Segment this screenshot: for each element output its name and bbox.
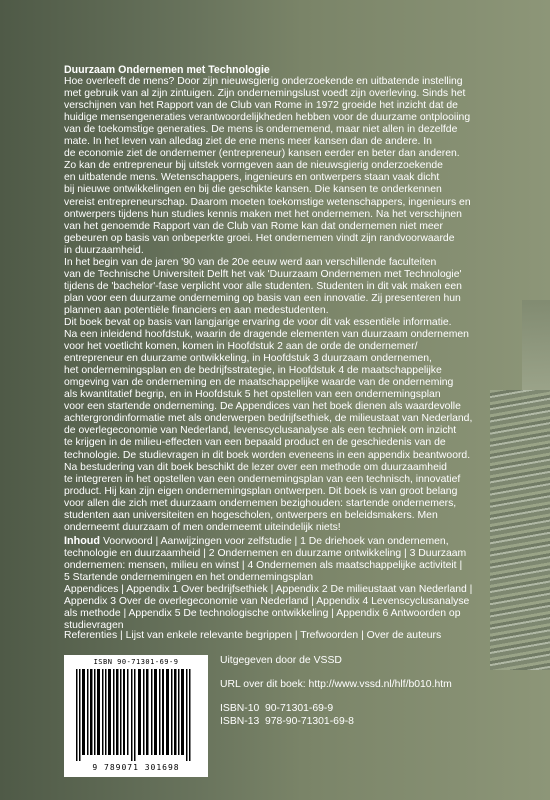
barcode-digits: 9 789071 301698 [92,763,180,772]
barcode-isbn-label: ISBN 90-71301-69-9 [93,658,179,666]
isbn-list [220,702,452,728]
publication-info [220,654,452,728]
description-paragraph: Hoe overleeft de mens? Door zijn nieuwsgierig onderzoekende en uitbatende instelling met gebruik van al zijn zintuigen. Zijn ondernemingslust voedt zijn overleving. Sinds het verschijnen van het Rapport van de Club van Rome in 1972 groeide het inzicht dat de huidige mensengeneraties verantwoordelijkheden hebben voor de duurzame ontplooiing van de toekomstige generaties. De mens is ondernemend, maar niet allen in dezelfde mate. In het leven van alledag ziet de ene mens meer kansen dan de andere. In de economie ziet de ondernemer (entrepreneur) kansen eerder en beter dan anderen. Zo kan de entrepreneur bij uitstek vormgeven aan de nieuwsgierig onderzoekende en uitbatende mens. Wetenschappers, ingenieurs en ontwerpers staan vaak dicht bij nieuwe ontwikkelingen en bij die geschikte kansen. Die kansen te onderkennen vereist entrepreneurschap. Daarom moeten toekomstige wetenschappers, ingenieurs en ontwerpers tijdens hun studies kennis maken met het ondernemen. Na het verschijnen van het genoemde Rapport van de Club van Rome kan dat ondernemen niet meer gebeuren op basis van onbeperkte groei. Het ondernemen vindt zijn randvoorwaarde in duurzaamheid. [64,76,471,256]
isbn-barcode [64,655,208,777]
isbn-row [220,702,452,715]
publisher-line: Uitgegeven door de VSSD [220,655,342,666]
description-paragraph: In het begin van de jaren '90 van de 20e eeuw werd aan verschillende faculteiten van de Technische Universiteit Delft het vak 'Duurzaam Ondernemen met Technologie' tijdens de 'bachelor'-fase verplicht voor alle studenten. Studenten in dit vak maken een plan voor een duurzame onderneming op basis van een innovatie. Zij presenteren hun plannen aan potentiële financiers en aan medestudenten. [64,256,462,316]
isbn-row [220,715,452,728]
barcode-bars [76,669,196,761]
book-title: Duurzaam Ondernemen met Technologie [64,64,270,76]
description-paragraph: Dit boek bevat op basis van langjarige ervaring de voor dit vak essentiële informatie. Na een inleidend hoofdstuk, waarin de dragende elementen van duurzaam ondernemen voor het voetlicht komen, komen in Hoofdstuk 2 aan de orde de ondernemer/ entrepreneur en duurzame ontwikkeling, in Hoofdstuk 3 duurzaam ondernemen, het ondernemingsplan en de bedrijfsstrategie, in Hoofdstuk 4 de maatschappelijke omgeving van de onderneming en de maatschappelijke waarde van de onderneming als kwantitatief begrip, en in Hoofdstuk 5 het opstellen van een ondernemingsplan voor een startende onderneming. De Appendices van het boek dienen als waardevolle achtergrondinformatie met als onderwerpen bedrijfsethiek, de milieustaat van Nederland, de overlegeconomie van Nederland, levenscyclusanalyse als een techniek om inzicht te krijgen in de milieu-effecten van een bepaald product en de geschiedenis van de technologie. De studievragen in dit boek worden eveneens in een appendix beantwoord. [64,316,473,461]
description-paragraph: Na bestudering van dit boek beschikt de lezer over een methode om duurzaamheid te integreren in het opstellen van een ondernemingsplan van een technisch, innovatief product. Hij kan zijn eigen ondernemingsplan ontwerpen. Dit boek is van groot belang voor allen die zich met duurzaam ondernemen bezighouden: startende ondernemers, studenten aan universiteiten en hogescholen, ontwerpers en beleidsmakers. Men onderneemt duurzaam of men onderneemt uiteindelijk niets! [64,461,461,533]
contents-text: Voorwoord | Aanwijzingen voor zelfstudie | 1 De driehoek van ondernemen, technologie en duurzaamheid | 2 Ondernemen en duurzame ontwikkeling | 3 Duurzaam ondernemen: mensen, milieu en winst | 4 Ondernemen als maatschappelijke activiteit | 5 Startende ondernemingen en het ondernemingsplan Appendices | Appendix 1 Over bedrijfsethiek | Appendix 2 De milieustaat van Nederland | Appendix 3 Over de overlegeconomie van Nederland | Appendix 4 Levenscyclusanalyse als methode | Appendix 5 De technologische ontwikkeling | Appendix 6 Antwoorden op studievragen [64,536,473,632]
contents-label: Inhoud [64,535,100,547]
url-line: URL over dit boek: http://www.vssd.nl/hlf/b010.htm [220,679,452,690]
description-block [64,64,534,534]
isbn-key: ISBN-10 [220,703,260,714]
isbn-value: 90-71301-69-9 [265,703,334,714]
contents-references: Referenties | Lijst van enkele relevante begrippen | Trefwoorden | Over de auteurs [64,630,442,641]
isbn-value: 978-90-71301-69-8 [265,716,354,727]
isbn-key: ISBN-13 [220,716,260,727]
table-of-contents [64,535,534,632]
